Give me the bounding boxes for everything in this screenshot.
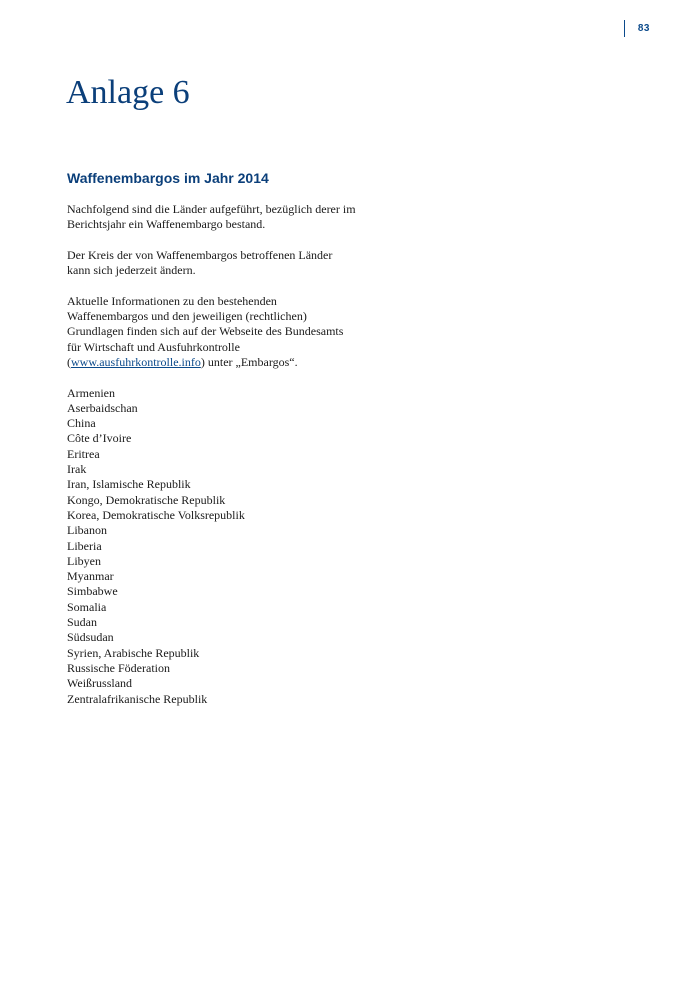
main-content (67, 202, 367, 707)
text-tail: ) unter „Embargos“. (200, 354, 298, 369)
list-item: Côte d’Ivoire (67, 431, 132, 446)
page-header (624, 20, 650, 37)
text-line: kann sich jederzeit ändern. (67, 263, 196, 278)
text-line: Grundlagen finden sich auf der Webseite des Bundesamts (67, 324, 344, 339)
list-item: Libanon (67, 523, 107, 538)
text-line: Berichtsjahr ein Waffenembargo bestand. (67, 217, 266, 232)
list-item: Russische Föderation (67, 660, 170, 675)
text-line: Der Kreis der von Waffenembargos betroffenen Länder (67, 247, 333, 262)
list-item: Armenien (67, 385, 115, 400)
section-heading: Waffenembargos im Jahr 2014 (67, 170, 269, 186)
page-title: Anlage 6 (66, 74, 190, 111)
list-item: Liberia (67, 538, 102, 553)
list-item: Aserbaidschan (67, 400, 138, 415)
intro-paragraph (67, 202, 367, 233)
paren-open: ( (67, 354, 71, 369)
list-item: Zentralafrikanische Republik (67, 691, 208, 706)
list-item: Kongo, Demokratische Republik (67, 492, 226, 507)
list-item: Weißrussland (67, 676, 133, 691)
list-item: Sudan (67, 615, 97, 630)
page-number-divider (624, 20, 625, 37)
text-line: Nachfolgend sind die Länder aufgeführt, bezüglich derer im (67, 202, 356, 216)
list-item: Simbabwe (67, 584, 118, 599)
list-item: Eritrea (67, 446, 100, 461)
page-number: 83 (637, 23, 650, 34)
list-item: Myanmar (67, 569, 114, 584)
info-paragraph (67, 294, 367, 370)
list-item: Südsudan (67, 630, 114, 645)
list-item: Syrien, Arabische Republik (67, 645, 200, 660)
text-line: Waffenembargos und den jeweiligen (rechtlichen) (67, 309, 307, 324)
text-line: für Wirtschaft und Ausfuhrkontrolle (67, 339, 240, 354)
list-item: Irak (67, 462, 87, 477)
list-item: Libyen (67, 553, 101, 568)
bafa-website-link[interactable]: www.ausfuhrkontrolle.info (71, 354, 201, 369)
list-item: Korea, Demokratische Volksrepublik (67, 507, 245, 522)
list-item: China (67, 416, 96, 431)
change-notice-paragraph (67, 248, 367, 279)
text-line: Aktuelle Informationen zu den bestehenden (67, 293, 277, 308)
list-item: Iran, Islamische Republik (67, 477, 191, 492)
list-item: Somalia (67, 599, 107, 614)
country-list (67, 386, 367, 707)
